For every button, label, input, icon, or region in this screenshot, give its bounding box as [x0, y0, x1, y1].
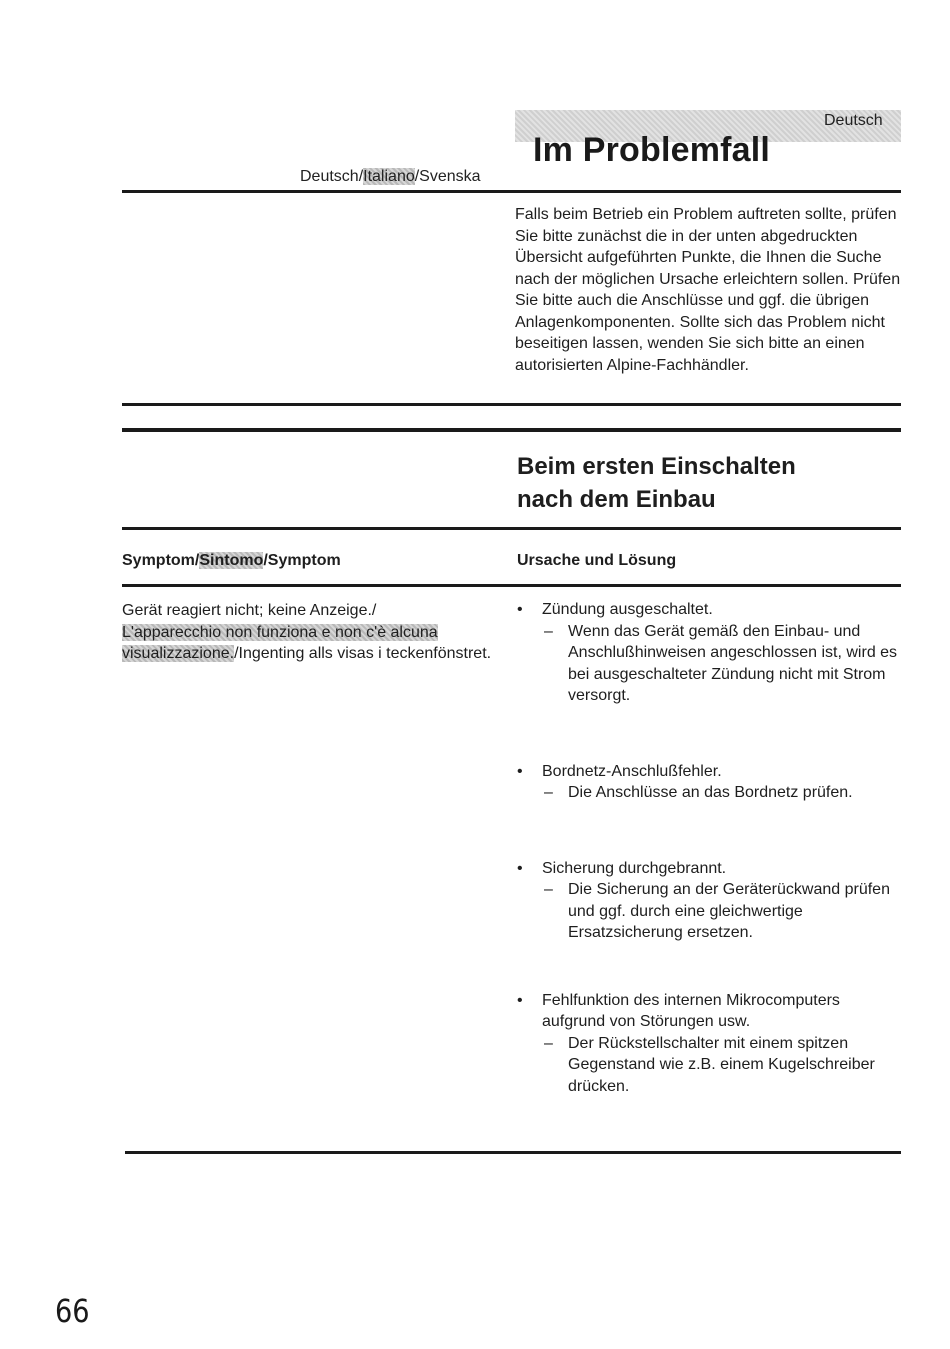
- remedy-item: [542, 621, 904, 707]
- language-german: Deutsch/: [300, 168, 364, 185]
- symptom-column-header: [122, 552, 341, 570]
- header-rule: [122, 190, 901, 193]
- cause-item: [514, 761, 904, 804]
- bullet-icon: •: [517, 601, 523, 618]
- symptom-italian-highlighted: L'apparecchio non funziona e non c'è alcuna visualizzazione.: [122, 623, 438, 662]
- language-line: [300, 168, 481, 186]
- language-swedish: /Svenska: [414, 168, 481, 185]
- symptom-text: [122, 600, 492, 665]
- cause-item: [514, 858, 904, 944]
- intro-rule: [122, 403, 901, 406]
- remedy-text: Die Sicherung an der Geräterückwand prüfen und ggf. durch eine gleichwertige Ersatzsicherung ersetzen.: [568, 881, 890, 941]
- symptom-header-italian-highlighted: Sintomo: [199, 552, 264, 569]
- dash-icon: –: [544, 881, 553, 898]
- remedy-text: Wenn das Gerät gemäß den Einbau- und Anschlußhinweisen angeschlossen ist, wird es bei ausgeschalteter Zündung nicht mit Strom versorgt.: [568, 622, 898, 704]
- intro-paragraph: Falls beim Betrieb ein Problem auftreten sollte, prüfen Sie bitte zunächst die in der unten abgedruckten Übersicht aufgeführten Punkte, die Ihnen die Suche nach der möglichen Ursache erleichtern sollen. Prüfen Sie bitte auch die Anschlüsse und ggf. die übrigen Anlagenkomponenten. Sollte sich das Problem nicht beseitigen lassen, wenden Sie sich bitte an einen autorisierten Alpine-Fachhändler.: [515, 206, 901, 374]
- section-rule-top: [122, 428, 901, 432]
- symptom-german: Gerät reagiert nicht; keine Anzeige./: [122, 602, 377, 619]
- section-title: [517, 450, 897, 516]
- page-number: 66: [55, 1292, 90, 1330]
- symptom-swedish: /Ingenting alls visas i teckenfönstret.: [234, 645, 492, 662]
- bullet-icon: •: [517, 991, 523, 1009]
- dash-icon: –: [544, 1034, 553, 1052]
- section-title-line-1: Beim ersten Einschalten: [517, 453, 796, 480]
- remedy-item: [542, 782, 904, 804]
- dash-icon: –: [544, 784, 553, 801]
- cause-text: Bordnetz-Anschlußfehler.: [542, 762, 722, 780]
- cause-text: Sicherung durchgebrannt.: [542, 859, 727, 877]
- remedy-text: Die Anschlüsse an das Bordnetz prüfen.: [568, 784, 853, 801]
- symptom-header-german: Symptom/: [122, 552, 200, 569]
- table-header-rule: [122, 584, 901, 587]
- remedy-item: [542, 879, 904, 944]
- cause-column-header: Ursache und Lösung: [517, 552, 677, 569]
- remedy-item: [542, 1033, 904, 1098]
- language-badge: Deutsch: [824, 112, 883, 129]
- cause-item: [514, 990, 904, 1098]
- cause-text: Fehlfunktion des internen Mikrocomputers aufgrund von Störungen usw.: [542, 991, 840, 1030]
- symptom-header-swedish: /Symptom: [263, 552, 341, 569]
- cause-item: [514, 599, 904, 707]
- table-bottom-rule: [125, 1151, 901, 1154]
- page-title: Im Problemfall: [533, 131, 771, 169]
- dash-icon: –: [544, 622, 553, 640]
- language-italian-highlighted: Italiano: [363, 168, 415, 185]
- remedy-text: Der Rückstellschalter mit einem spitzen Gegenstand wie z.B. einem Kugelschreiber drücken.: [568, 1034, 875, 1095]
- section-rule-bottom: [122, 527, 901, 530]
- bullet-icon: •: [517, 859, 523, 877]
- section-title-line-2: nach dem Einbau: [517, 486, 716, 513]
- bullet-icon: •: [517, 762, 523, 780]
- cause-list: [514, 599, 904, 1097]
- cause-text: Zündung ausgeschaltet.: [542, 601, 713, 618]
